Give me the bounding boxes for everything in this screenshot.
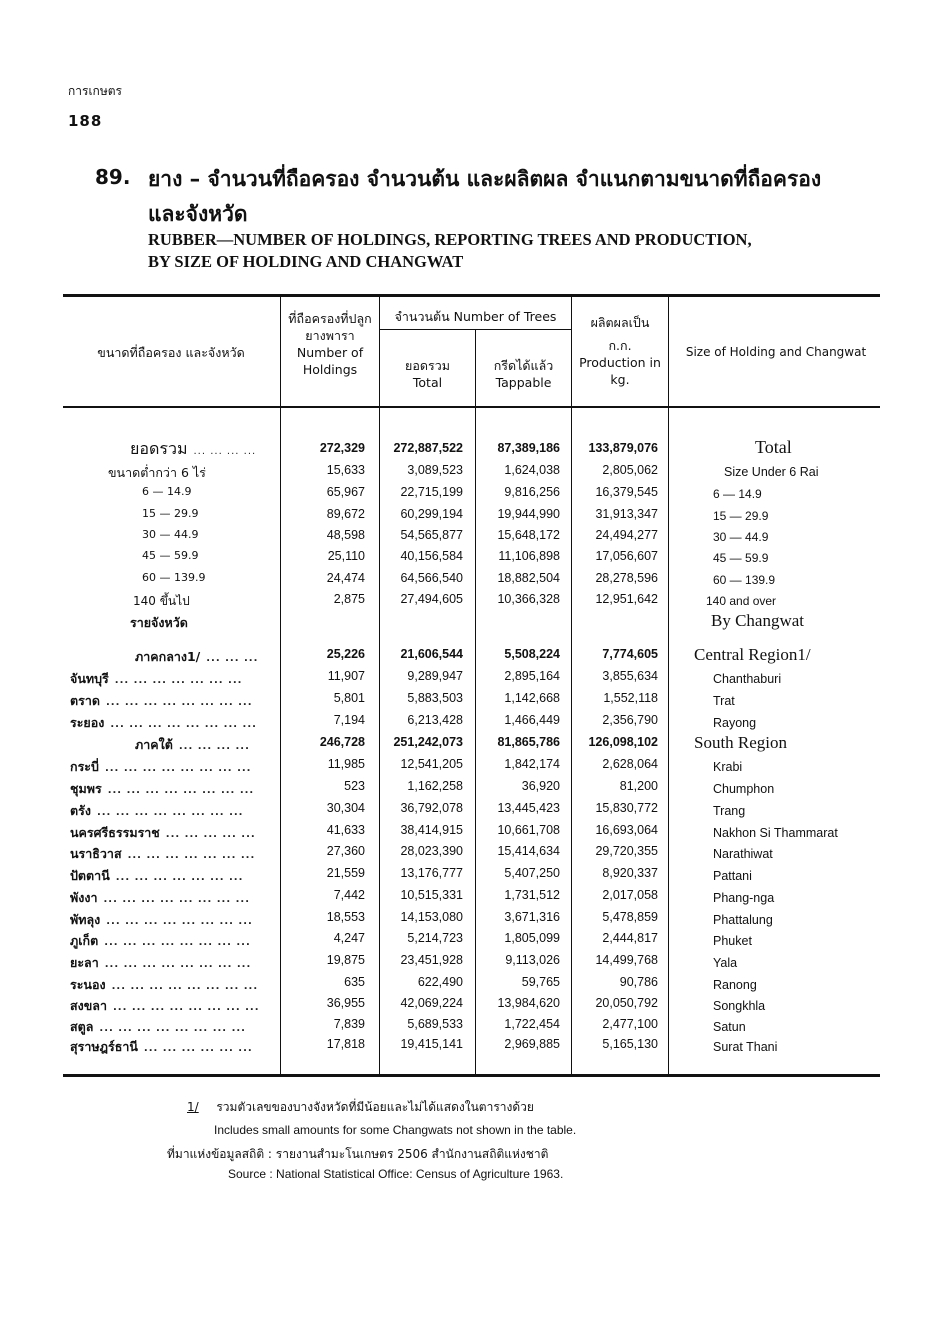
cell-tappable: 3,671,316 <box>504 910 560 924</box>
col-header-holdings-thai1: ที่ถือครองที่ปลูก <box>288 311 372 326</box>
col-header-holdings-eng2: Holdings <box>302 362 358 377</box>
table-bottom-rule <box>63 1074 880 1077</box>
row-label-text: ชุมพร <box>70 781 102 796</box>
cell-total: 38,414,915 <box>400 823 463 837</box>
title-english-line1: RUBBER—NUMBER OF HOLDINGS, REPORTING TREES AND PRODUCTION, <box>148 230 752 249</box>
cell-total: 3,089,523 <box>407 463 463 477</box>
row-label-thai <box>70 910 253 930</box>
leader-dots: ... ... ... ... ... ... <box>143 1043 253 1054</box>
cell-production: 29,720,355 <box>595 844 658 858</box>
row-label-english: Rayong <box>713 716 757 730</box>
cell-production: 12,951,642 <box>595 592 658 606</box>
cell-total: 13,176,777 <box>400 866 463 880</box>
row-label-text: ตรัง <box>70 803 91 818</box>
row-label-english: 140 and over <box>706 594 777 608</box>
cell-total: 251,242,073 <box>393 735 463 749</box>
leader-dots: ... ... ... ... ... ... ... <box>127 850 256 861</box>
source-english: Source : National Statistical Office: Census of Agriculture 1963. <box>228 1167 564 1181</box>
cell-total: 28,023,390 <box>400 844 463 858</box>
row-label-english: 15 — 29.9 <box>713 509 769 523</box>
cell-tappable: 1,142,668 <box>504 691 560 705</box>
cell-total: 6,213,428 <box>407 713 463 727</box>
cell-tappable: 5,508,224 <box>504 647 560 661</box>
row-label-thai <box>70 844 255 864</box>
leader-dots: ... ... ... ... ... ... ... ... <box>110 719 257 730</box>
cell-total: 9,289,947 <box>407 669 463 683</box>
leader-dots: ... ... ... ... ... ... ... ... <box>112 1002 260 1013</box>
cell-holdings: 2,875 <box>333 592 365 606</box>
row-label-english: By Changwat <box>711 611 805 630</box>
cell-holdings: 11,907 <box>327 669 365 683</box>
row-label-text: ภูเก็ต <box>70 933 99 948</box>
page-number: 188 <box>68 112 103 130</box>
cell-total: 40,156,584 <box>400 549 463 563</box>
leader-dots: ... ... ... ... ... ... ... ... <box>96 807 244 818</box>
cell-total: 21,606,544 <box>400 647 463 661</box>
col-header-total-thai: ยอดรวม <box>405 358 450 373</box>
cell-tappable: 18,882,504 <box>497 571 560 585</box>
cell-total: 1,162,258 <box>407 779 463 793</box>
leader-dots: ... ... ... ... ... ... ... ... <box>104 937 251 948</box>
row-label-english: Surat Thani <box>713 1040 778 1054</box>
col-header-trees-group: จำนวนต้น Number of Trees <box>394 309 557 324</box>
cell-production: 5,478,859 <box>602 910 658 924</box>
row-label-thai <box>142 507 198 520</box>
row-label-english: Nakhon Si Thammarat <box>713 826 838 840</box>
leader-dots: ... ... ... ... ... ... ... ... <box>104 763 252 774</box>
row-label-thai <box>70 823 256 843</box>
column-divider <box>571 297 572 1077</box>
row-label-english: Trang <box>713 804 746 818</box>
row-label-english: Ranong <box>713 978 757 992</box>
cell-production: 90,786 <box>619 975 658 989</box>
row-label-text: ภาคใต้ <box>135 737 173 752</box>
cell-holdings: 7,442 <box>333 888 365 902</box>
source-thai: ที่มาแห่งข้อมูลสถิติ : รายงานสำมะโนเกษตร 2506 สำนักงานสถิติแห่งชาติ <box>167 1147 549 1161</box>
cell-production: 16,693,064 <box>595 823 658 837</box>
row-label-english: Phang-nga <box>713 891 775 905</box>
cell-total: 42,069,224 <box>400 996 463 1010</box>
cell-tappable: 13,984,620 <box>497 996 560 1010</box>
row-label-text: กระบี่ <box>70 759 99 774</box>
row-label-text: นครศรีธรรมราช <box>70 825 160 840</box>
leader-dots: ... ... ... ... ... ... ... ... <box>107 785 255 796</box>
column-divider <box>668 297 669 1077</box>
cell-total: 60,299,194 <box>400 507 463 521</box>
cell-total: 64,566,540 <box>400 571 463 585</box>
table-top-rule <box>63 294 880 297</box>
col-header-production-eng1: Production in <box>579 355 661 370</box>
row-label-text: ตราด <box>70 693 100 708</box>
footnote-english: Includes small amounts for some Changwats not shown in the table. <box>214 1123 577 1137</box>
row-label-english: Size Under 6 Rai <box>724 465 819 479</box>
cell-production: 1,552,118 <box>603 691 658 705</box>
cell-production: 16,379,545 <box>595 485 658 499</box>
cell-holdings: 246,728 <box>319 735 365 749</box>
cell-tappable: 59,765 <box>521 975 560 989</box>
cell-holdings: 30,304 <box>326 801 365 815</box>
row-label-text: ยอดรวม <box>130 439 188 458</box>
table-number: 89. <box>95 165 131 189</box>
row-label-english: South Region <box>694 733 788 752</box>
cell-tappable: 87,389,186 <box>497 441 560 455</box>
cell-holdings: 24,474 <box>326 571 365 585</box>
col-header-total-eng: Total <box>412 375 443 390</box>
cell-total: 22,715,199 <box>400 485 463 499</box>
cell-total: 10,515,331 <box>400 888 463 902</box>
title-thai-line2: และจังหวัด <box>148 202 248 226</box>
row-label-thai <box>142 549 198 562</box>
cell-total: 23,451,928 <box>400 953 463 967</box>
row-label-english: Songkhla <box>713 999 766 1013</box>
cell-production: 2,444,817 <box>602 931 658 945</box>
table-header-rule <box>63 406 880 408</box>
leader-dots: ... ... ... <box>206 653 259 664</box>
cell-holdings: 635 <box>344 975 365 989</box>
cell-holdings: 11,985 <box>327 757 365 771</box>
cell-holdings: 523 <box>344 779 365 793</box>
cell-holdings: 27,360 <box>326 844 365 858</box>
cell-production: 2,477,100 <box>602 1017 658 1031</box>
leader-dots: ... ... ... ... ... ... ... ... <box>111 981 259 992</box>
row-label-text: สงขลา <box>70 998 107 1013</box>
cell-total: 12,541,205 <box>400 757 463 771</box>
row-label-text: 140 ขึ้นไป <box>133 594 190 608</box>
row-label-text: พัทลุง <box>70 912 101 927</box>
leader-dots: ... ... ... ... <box>193 446 257 457</box>
cell-holdings: 4,247 <box>333 931 365 945</box>
row-label-thai <box>70 713 257 733</box>
col-header-size-thai: ขนาดที่ถือครอง และจังหวัด <box>97 345 245 360</box>
cell-tappable: 5,407,250 <box>504 866 560 880</box>
cell-production: 133,879,076 <box>588 441 658 455</box>
cell-production: 15,830,772 <box>595 801 658 815</box>
row-label-english: Chumphon <box>713 782 775 796</box>
cell-holdings: 17,818 <box>326 1037 365 1051</box>
cell-tappable: 11,106,898 <box>498 549 560 563</box>
row-label-english: Phattalung <box>713 913 773 927</box>
col-header-holdings-eng1: Number of <box>296 345 364 360</box>
cell-holdings: 5,801 <box>333 691 365 705</box>
cell-tappable: 1,731,512 <box>504 888 560 902</box>
leader-dots: ... ... ... ... ... <box>165 829 256 840</box>
row-label-thai <box>133 592 190 611</box>
row-label-english: 45 — 59.9 <box>713 551 769 565</box>
cell-tappable: 15,414,634 <box>497 844 560 858</box>
cell-tappable: 1,722,454 <box>504 1017 560 1031</box>
row-label-text: 15 — 29.9 <box>142 507 199 520</box>
row-label-english: Trat <box>713 694 735 708</box>
cell-holdings: 36,955 <box>326 996 365 1010</box>
cell-tappable: 10,661,708 <box>497 823 560 837</box>
cell-holdings: 41,633 <box>326 823 365 837</box>
cell-total: 54,565,877 <box>400 528 463 542</box>
row-label-text: นราธิวาส <box>70 846 122 861</box>
row-label-thai <box>70 757 251 777</box>
row-label-text: 6 — 14.9 <box>142 485 192 498</box>
row-label-thai <box>70 888 250 908</box>
row-label-thai <box>70 691 253 711</box>
col-header-production-thai2: ก.ก. <box>608 338 632 353</box>
cell-total: 19,415,141 <box>400 1037 463 1051</box>
cell-holdings: 65,967 <box>326 485 365 499</box>
row-label-thai <box>70 953 251 973</box>
cell-production: 7,774,605 <box>602 647 658 661</box>
row-label-english: Satun <box>713 1020 746 1034</box>
row-label-thai <box>70 996 260 1016</box>
leader-dots: ... ... ... ... ... ... ... <box>114 675 243 686</box>
cell-production: 2,017,058 <box>602 888 658 902</box>
cell-production: 81,200 <box>619 779 658 793</box>
row-label-text: ระนอง <box>70 977 106 992</box>
cell-tappable: 36,920 <box>521 779 560 793</box>
row-label-thai <box>135 735 250 755</box>
row-label-text: 30 — 44.9 <box>142 528 199 541</box>
row-label-thai <box>130 437 256 462</box>
cell-production: 31,913,347 <box>595 507 658 521</box>
row-label-text: จันทบุรี <box>70 671 109 686</box>
cell-production: 5,165,130 <box>602 1037 658 1051</box>
row-label-thai <box>70 866 243 886</box>
row-label-text: รายจังหวัด <box>130 615 188 630</box>
cell-holdings: 25,110 <box>327 549 365 563</box>
row-label-english: Chanthaburi <box>713 672 782 686</box>
cell-total: 27,494,605 <box>400 592 463 606</box>
cell-total: 14,153,080 <box>400 910 463 924</box>
row-label-thai <box>70 779 254 799</box>
cell-holdings: 21,559 <box>326 866 365 880</box>
cell-tappable: 9,816,256 <box>504 485 560 499</box>
row-label-english: 6 — 14.9 <box>713 487 762 501</box>
cell-tappable: 10,366,328 <box>497 592 560 606</box>
cell-production: 8,920,337 <box>602 866 658 880</box>
cell-production: 24,494,277 <box>595 528 658 542</box>
row-label-text: 45 — 59.9 <box>142 549 199 562</box>
cell-tappable: 19,944,990 <box>497 507 560 521</box>
column-divider <box>475 330 476 1077</box>
row-label-thai <box>135 647 258 667</box>
cell-production: 17,056,607 <box>595 549 658 563</box>
row-label-thai <box>142 485 191 498</box>
leader-dots: ... ... ... ... ... ... ... ... <box>104 959 252 970</box>
row-label-thai <box>70 931 251 951</box>
cell-tappable: 1,842,174 <box>504 757 560 771</box>
row-label-thai <box>130 613 188 633</box>
cell-production: 2,356,790 <box>602 713 658 727</box>
cell-total: 622,490 <box>417 975 463 989</box>
row-label-thai <box>108 463 206 483</box>
row-label-english: 60 — 139.9 <box>713 573 776 587</box>
row-label-text: ภาคกลาง1/ <box>135 649 201 664</box>
running-header: การเกษตร <box>68 84 122 98</box>
footnote-thai: รวมตัวเลขของบางจังหวัดที่มีน้อยและไม่ได้แสดงในตารางด้วย <box>216 1100 534 1114</box>
row-label-text: ยะลา <box>70 955 99 970</box>
cell-tappable: 9,113,026 <box>505 953 560 967</box>
row-label-thai <box>70 975 258 995</box>
leader-dots: ... ... ... ... <box>178 741 250 752</box>
col-header-tappable-thai: กรีดได้แล้ว <box>493 358 554 373</box>
footnote-mark: 1/ <box>187 1100 199 1114</box>
col-header-tappable-eng: Tappable <box>495 375 552 390</box>
cell-production: 20,050,792 <box>595 996 658 1010</box>
row-label-text: 60 — 139.9 <box>142 571 206 584</box>
cell-holdings: 7,194 <box>333 713 365 727</box>
col-header-size-english: Size of Holding and Changwat <box>685 345 867 359</box>
row-label-thai <box>70 801 243 821</box>
col-header-production-eng2: kg. <box>610 372 630 387</box>
cell-tappable: 81,865,786 <box>497 735 560 749</box>
cell-production: 126,098,102 <box>588 735 658 749</box>
cell-tappable: 1,805,099 <box>504 931 560 945</box>
title-english-line2: BY SIZE OF HOLDING AND CHANGWAT <box>148 252 464 271</box>
cell-production: 2,805,062 <box>602 463 658 477</box>
row-label-thai <box>70 1037 253 1057</box>
title-thai-line1: ยาง – จำนวนที่ถือครอง จำนวนต้น และผลิตผล จำแนกตามขนาดที่ถือครอง <box>148 167 822 191</box>
row-label-thai <box>70 669 242 689</box>
row-label-english: Central Region1/ <box>694 645 811 664</box>
cell-holdings: 89,672 <box>326 507 365 521</box>
leader-dots: ... ... ... ... ... ... ... ... <box>106 916 253 927</box>
col-header-holdings-thai2: ยางพารา <box>305 328 355 343</box>
row-label-text: สตูล <box>70 1019 94 1034</box>
cell-total: 5,883,503 <box>407 691 463 705</box>
cell-production: 3,855,634 <box>602 669 658 683</box>
cell-total: 5,689,533 <box>407 1017 463 1031</box>
row-label-text: ระยอง <box>70 715 105 730</box>
cell-production: 2,628,064 <box>602 757 658 771</box>
row-label-english: Yala <box>713 956 738 970</box>
cell-tappable: 15,648,172 <box>497 528 560 542</box>
row-label-text: ปัตตานี <box>70 868 110 883</box>
cell-total: 272,887,522 <box>393 441 463 455</box>
cell-holdings: 15,633 <box>326 463 365 477</box>
cell-tappable: 2,895,164 <box>504 669 560 683</box>
row-label-english: Total <box>755 437 792 457</box>
cell-holdings: 7,839 <box>333 1017 365 1031</box>
cell-total: 5,214,723 <box>407 931 463 945</box>
row-label-english: 30 — 44.9 <box>713 530 769 544</box>
row-label-english: Phuket <box>713 934 752 948</box>
row-label-thai <box>142 571 205 584</box>
leader-dots: ... ... ... ... ... ... ... <box>115 872 244 883</box>
cell-holdings: 19,875 <box>326 953 365 967</box>
cell-holdings: 272,329 <box>319 441 365 455</box>
cell-holdings: 18,553 <box>326 910 365 924</box>
col-header-production-thai1: ผลิตผลเป็น <box>590 315 650 330</box>
cell-tappable: 1,466,449 <box>504 713 560 727</box>
cell-holdings: 48,598 <box>326 528 365 542</box>
cell-holdings: 25,226 <box>326 647 365 661</box>
row-label-thai <box>142 528 198 541</box>
row-label-english: Narathiwat <box>713 847 773 861</box>
row-label-english: Pattani <box>713 869 752 883</box>
cell-production: 28,278,596 <box>595 571 658 585</box>
row-label-text: สุราษฎร์ธานี <box>70 1039 138 1054</box>
row-label-english: Krabi <box>713 760 743 774</box>
leader-dots: ... ... ... ... ... ... ... ... <box>103 894 251 905</box>
cell-tappable: 2,969,885 <box>504 1037 560 1051</box>
row-label-thai <box>70 1017 246 1037</box>
cell-tappable: 13,445,423 <box>497 801 560 815</box>
leader-dots: ... ... ... ... ... ... ... ... <box>105 697 253 708</box>
cell-tappable: 1,624,038 <box>504 463 560 477</box>
leader-dots: ... ... ... ... ... ... ... ... <box>99 1023 246 1034</box>
column-divider <box>379 297 380 1077</box>
row-label-text: ขนาดต่ำกว่า 6 ไร่ <box>108 465 206 480</box>
cell-production: 14,499,768 <box>595 953 658 967</box>
cell-total: 36,792,078 <box>400 801 463 815</box>
column-divider <box>280 297 281 1077</box>
row-label-text: พังงา <box>70 890 98 905</box>
